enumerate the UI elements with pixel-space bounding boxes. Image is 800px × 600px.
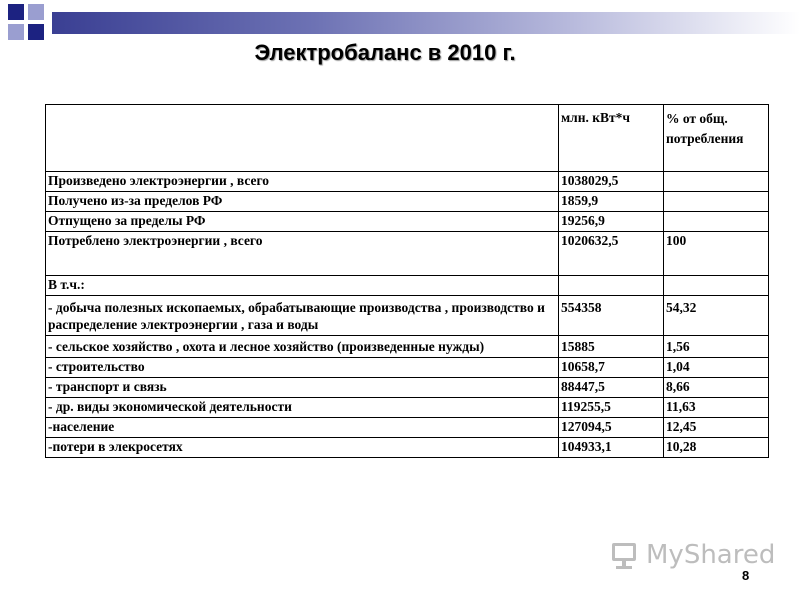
monitor-icon: [608, 540, 642, 570]
table-row: [46, 336, 769, 358]
row-percent: 54,32: [663, 296, 768, 336]
row-label: Произведено электроэнергии , всего: [46, 172, 559, 192]
row-value: 554358: [558, 296, 663, 336]
table-row: [46, 358, 769, 378]
decor-square: [28, 4, 44, 20]
row-label: - добыча полезных ископаемых, обрабатывающие производства , производство и распределение электроэнергии , газа и воды: [46, 296, 559, 336]
table-row: [46, 398, 769, 418]
row-value: 1038029,5: [558, 172, 663, 192]
row-label: -население: [46, 418, 559, 438]
row-percent: 11,63: [663, 398, 768, 418]
row-label: -потери в элекросетях: [46, 438, 559, 458]
row-value: 15885: [558, 336, 663, 358]
table-row: [46, 172, 769, 192]
row-value: 127094,5: [558, 418, 663, 438]
row-label: - сельское хозяйство , охота и лесное хозяйство (произведенные нужды): [46, 336, 559, 358]
row-percent: 12,45: [663, 418, 768, 438]
decor-square: [8, 4, 24, 20]
row-percent: [663, 192, 768, 212]
header-cell-value: млн. кВт*ч: [558, 105, 663, 172]
row-value: 1859,9: [558, 192, 663, 212]
myshared-watermark: [608, 538, 775, 572]
table-row: [46, 438, 769, 458]
row-percent: [663, 212, 768, 232]
slide-title: Электробаланс в 2010 г.: [254, 40, 516, 65]
table-row: [46, 232, 769, 276]
row-percent: 10,28: [663, 438, 768, 458]
row-percent: [663, 276, 768, 296]
row-percent: 8,66: [663, 378, 768, 398]
row-label: - строительство: [46, 358, 559, 378]
watermark-text: MyShared: [646, 540, 776, 570]
table-row: [46, 212, 769, 232]
row-percent: 1,04: [663, 358, 768, 378]
header-cell-percent: % от общ. потребления: [663, 105, 768, 172]
row-value: 10658,7: [558, 358, 663, 378]
row-value: [558, 276, 663, 296]
row-percent: [663, 172, 768, 192]
table-row: [46, 276, 769, 296]
row-label: - транспорт и связь: [46, 378, 559, 398]
decor-square: [8, 24, 24, 40]
row-label: Получено из-за пределов РФ: [46, 192, 559, 212]
header-gradient-band: [52, 12, 800, 34]
table-row: [46, 378, 769, 398]
row-value: 104933,1: [558, 438, 663, 458]
row-label: В т.ч.:: [46, 276, 559, 296]
page-number: 8: [742, 568, 750, 583]
row-value: 1020632,5: [558, 232, 663, 276]
row-label: Отпущено за пределы РФ: [46, 212, 559, 232]
row-value: 119255,5: [558, 398, 663, 418]
electro-balance-table: [45, 104, 769, 458]
table-row: [46, 418, 769, 438]
table-header-row: [46, 105, 769, 172]
decor-square: [28, 24, 44, 40]
row-value: 88447,5: [558, 378, 663, 398]
row-value: 19256,9: [558, 212, 663, 232]
row-label: Потреблено электроэнергии , всего: [46, 232, 559, 276]
table-row: [46, 192, 769, 212]
header-cell-label: [46, 105, 559, 172]
row-percent: 100: [663, 232, 768, 276]
row-percent: 1,56: [663, 336, 768, 358]
row-label: - др. виды экономической деятельности: [46, 398, 559, 418]
table-row: [46, 296, 769, 336]
